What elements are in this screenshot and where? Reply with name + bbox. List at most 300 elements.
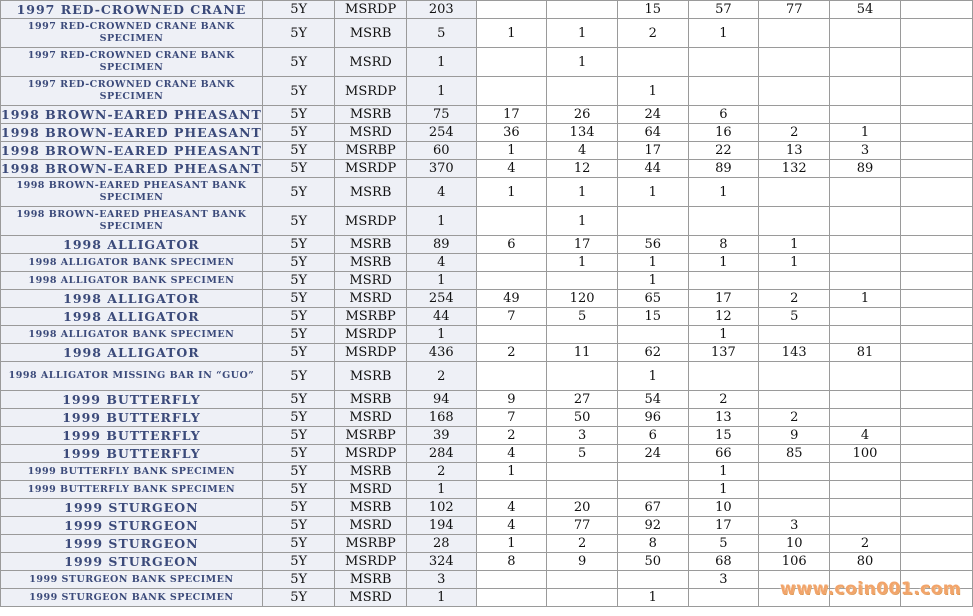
table-row	[1, 553, 973, 571]
count-cell	[547, 362, 618, 391]
issue-name-cell: 1997 RED-CROWNED CRANE	[1, 1, 263, 19]
empty-cell	[900, 391, 972, 409]
count-cell: 1	[476, 535, 547, 553]
count-cell: 1	[476, 178, 547, 207]
count-cell: 2	[688, 391, 759, 409]
issue-name-cell: 1998 ALLIGATOR MISSING BAR IN “GUO”	[1, 362, 263, 391]
empty-cell	[900, 427, 972, 445]
issue-name-cell: 1998 BROWN-EARED PHEASANT	[1, 125, 262, 140]
grade-cell: 5Y	[262, 344, 335, 362]
issue-name-cell: 1998 ALLIGATOR	[1, 236, 263, 254]
grade-cell: 5Y	[262, 124, 335, 142]
type-cell: MSRB	[335, 499, 406, 517]
type-cell: MSRD	[335, 481, 406, 499]
count-cell	[476, 272, 547, 290]
issue-name-cell: 1999 BUTTERFLY	[1, 409, 263, 427]
count-cell: 92	[617, 517, 688, 535]
total-cell: 28	[406, 535, 476, 553]
count-cell	[547, 481, 618, 499]
issue-name-cell: 1999 STURGEON	[1, 553, 263, 571]
count-cell: 62	[617, 344, 688, 362]
table-row	[1, 236, 973, 254]
count-cell	[759, 207, 830, 236]
grade-cell: 5Y	[262, 290, 335, 308]
type-cell: MSRDP	[335, 326, 406, 344]
issue-name-cell: 1999 BUTTERFLY BANK SPECIMEN	[1, 481, 263, 499]
count-cell: 1	[476, 142, 547, 160]
count-cell	[688, 48, 759, 77]
issue-name-cell: 1998 ALLIGATOR	[1, 308, 263, 326]
issue-name-cell: 1998 ALLIGATOR BANK SPECIMEN	[1, 254, 263, 272]
grade-cell: 5Y	[262, 207, 335, 236]
count-cell: 22	[688, 142, 759, 160]
empty-cell	[900, 326, 972, 344]
table-row	[1, 535, 973, 553]
table-row	[1, 499, 973, 517]
count-cell: 54	[830, 1, 901, 19]
count-cell: 12	[688, 308, 759, 326]
issue-name-cell: 1998 ALLIGATOR	[1, 344, 263, 362]
count-cell: 6	[617, 427, 688, 445]
grade-cell: 5Y	[262, 254, 335, 272]
count-cell	[830, 19, 901, 48]
count-cell	[830, 308, 901, 326]
count-cell: 106	[759, 553, 830, 571]
count-cell: 1	[547, 19, 618, 48]
count-cell: 2	[759, 124, 830, 142]
type-cell: MSRB	[335, 571, 406, 589]
count-cell: 3	[547, 427, 618, 445]
count-cell: 77	[759, 1, 830, 19]
count-cell	[617, 481, 688, 499]
count-cell	[830, 254, 901, 272]
grade-cell: 5Y	[262, 517, 335, 535]
total-cell: 1	[406, 207, 476, 236]
grade-cell: 5Y	[262, 589, 335, 607]
total-cell: 1	[406, 48, 476, 77]
empty-cell	[900, 124, 972, 142]
count-cell: 2	[759, 409, 830, 427]
count-cell: 2	[547, 535, 618, 553]
count-cell	[830, 409, 901, 427]
table-row	[1, 160, 973, 178]
count-cell: 85	[759, 445, 830, 463]
count-cell: 20	[547, 499, 618, 517]
issue-name-cell: 1999 BUTTERFLY	[1, 391, 263, 409]
count-cell: 137	[688, 344, 759, 362]
table-row	[1, 463, 973, 481]
count-cell: 17	[547, 236, 618, 254]
table-row	[1, 272, 973, 290]
count-cell: 4	[476, 517, 547, 535]
table-row	[1, 445, 973, 463]
count-cell: 13	[759, 142, 830, 160]
empty-cell	[900, 1, 972, 19]
type-cell: MSRD	[335, 409, 406, 427]
count-cell: 1	[547, 207, 618, 236]
empty-cell	[900, 48, 972, 77]
count-cell: 2	[476, 427, 547, 445]
count-cell: 7	[476, 409, 547, 427]
count-cell: 4	[830, 427, 901, 445]
count-cell: 2	[476, 344, 547, 362]
table-row	[1, 142, 973, 160]
empty-cell	[900, 19, 972, 48]
empty-cell	[900, 481, 972, 499]
count-cell: 9	[759, 427, 830, 445]
count-cell	[759, 178, 830, 207]
count-cell	[759, 499, 830, 517]
grade-cell: 5Y	[262, 106, 335, 124]
empty-cell	[900, 207, 972, 236]
empty-cell	[900, 409, 972, 427]
empty-cell	[900, 290, 972, 308]
count-cell: 6	[688, 106, 759, 124]
count-cell: 1	[617, 362, 688, 391]
issue-name-cell: 1999 STURGEON BANK SPECIMEN	[1, 589, 263, 607]
total-cell: 75	[406, 106, 476, 124]
count-cell: 89	[830, 160, 901, 178]
empty-cell	[900, 160, 972, 178]
total-cell: 4	[406, 178, 476, 207]
count-cell: 5	[688, 535, 759, 553]
count-cell	[759, 362, 830, 391]
grade-cell: 5Y	[262, 445, 335, 463]
count-cell	[830, 499, 901, 517]
total-cell: 5	[406, 19, 476, 48]
count-cell	[830, 106, 901, 124]
grade-cell: 5Y	[262, 236, 335, 254]
empty-cell	[900, 178, 972, 207]
count-cell	[688, 589, 759, 607]
count-cell	[476, 48, 547, 77]
empty-cell	[900, 499, 972, 517]
type-cell: MSRDP	[335, 160, 406, 178]
count-cell: 3	[830, 142, 901, 160]
count-cell	[547, 272, 618, 290]
grade-cell: 5Y	[262, 362, 335, 391]
type-cell: MSRDP	[335, 445, 406, 463]
total-cell: 194	[406, 517, 476, 535]
count-cell	[759, 326, 830, 344]
count-cell	[547, 1, 618, 19]
table-row	[1, 391, 973, 409]
count-cell: 17	[688, 290, 759, 308]
count-cell: 36	[476, 124, 547, 142]
count-cell: 1	[759, 254, 830, 272]
count-cell: 80	[830, 553, 901, 571]
count-cell: 81	[830, 344, 901, 362]
table-row	[1, 48, 973, 77]
count-cell	[759, 48, 830, 77]
count-cell: 4	[547, 142, 618, 160]
count-cell: 24	[617, 106, 688, 124]
empty-cell	[900, 142, 972, 160]
total-cell: 4	[406, 254, 476, 272]
count-cell	[688, 362, 759, 391]
type-cell: MSRBP	[335, 142, 406, 160]
issue-name-cell: 1998 BROWN-EARED PHEASANT BANK SPECIMEN	[1, 178, 263, 207]
grade-cell: 5Y	[262, 19, 335, 48]
type-cell: MSRD	[335, 272, 406, 290]
count-cell	[547, 326, 618, 344]
issue-name-cell: 1999 BUTTERFLY	[1, 445, 263, 463]
grade-cell: 5Y	[262, 1, 335, 19]
count-cell: 1	[617, 178, 688, 207]
total-cell: 203	[406, 1, 476, 19]
empty-cell	[900, 308, 972, 326]
count-cell: 50	[547, 409, 618, 427]
issue-name-cell: 1997 RED-CROWNED CRANE BANK SPECIMEN	[1, 19, 263, 48]
type-cell: MSRB	[335, 463, 406, 481]
count-cell: 50	[617, 553, 688, 571]
empty-cell	[900, 106, 972, 124]
count-cell	[830, 178, 901, 207]
table-row	[1, 254, 973, 272]
issue-name-cell: 1999 STURGEON BANK SPECIMEN	[1, 571, 263, 589]
type-cell: MSRB	[335, 254, 406, 272]
type-cell: MSRD	[335, 517, 406, 535]
type-cell: MSRB	[335, 362, 406, 391]
count-cell: 5	[759, 308, 830, 326]
count-cell: 57	[688, 1, 759, 19]
count-cell: 15	[688, 427, 759, 445]
grade-cell: 5Y	[262, 48, 335, 77]
count-cell: 8	[617, 535, 688, 553]
total-cell: 436	[406, 344, 476, 362]
grade-cell: 5Y	[262, 77, 335, 106]
type-cell: MSRB	[335, 106, 406, 124]
empty-cell	[900, 362, 972, 391]
empty-cell	[900, 535, 972, 553]
count-cell	[759, 106, 830, 124]
count-cell	[688, 77, 759, 106]
grade-cell: 5Y	[262, 178, 335, 207]
type-cell: MSRB	[335, 19, 406, 48]
count-cell: 96	[617, 409, 688, 427]
count-cell: 1	[688, 178, 759, 207]
count-cell: 134	[547, 124, 618, 142]
total-cell: 39	[406, 427, 476, 445]
type-cell: MSRBP	[335, 308, 406, 326]
type-cell: MSRDP	[335, 207, 406, 236]
total-cell: 284	[406, 445, 476, 463]
count-cell: 1	[688, 254, 759, 272]
count-cell: 26	[547, 106, 618, 124]
count-cell: 17	[617, 142, 688, 160]
count-cell: 1	[688, 326, 759, 344]
table-row	[1, 106, 973, 124]
count-cell: 15	[617, 308, 688, 326]
empty-cell	[900, 254, 972, 272]
issue-name-cell: 1999 STURGEON	[1, 535, 263, 553]
count-cell: 12	[547, 160, 618, 178]
type-cell: MSRD	[335, 48, 406, 77]
table-row	[1, 326, 973, 344]
issue-name-cell: 1999 STURGEON	[1, 517, 263, 535]
empty-cell	[900, 517, 972, 535]
type-cell: MSRBP	[335, 427, 406, 445]
count-cell: 120	[547, 290, 618, 308]
count-cell	[617, 207, 688, 236]
count-cell: 7	[476, 308, 547, 326]
count-cell	[476, 571, 547, 589]
grade-cell: 5Y	[262, 553, 335, 571]
count-cell: 1	[688, 463, 759, 481]
empty-cell	[900, 553, 972, 571]
count-cell	[476, 254, 547, 272]
count-cell: 1	[617, 589, 688, 607]
table-row	[1, 178, 973, 207]
count-cell	[830, 481, 901, 499]
issue-name-cell: 1999 BUTTERFLY	[1, 427, 263, 445]
issue-name-cell: 1999 STURGEON	[1, 499, 263, 517]
grade-cell: 5Y	[262, 142, 335, 160]
type-cell: MSRB	[335, 178, 406, 207]
count-cell	[476, 589, 547, 607]
count-cell: 143	[759, 344, 830, 362]
count-cell	[830, 362, 901, 391]
total-cell: 1	[406, 77, 476, 106]
count-cell	[617, 463, 688, 481]
count-cell: 2	[617, 19, 688, 48]
count-cell	[476, 481, 547, 499]
type-cell: MSRBP	[335, 535, 406, 553]
count-cell: 1	[476, 463, 547, 481]
count-cell	[476, 362, 547, 391]
issue-name-cell: 1997 RED-CROWNED CRANE BANK SPECIMEN	[1, 77, 263, 106]
grade-cell: 5Y	[262, 160, 335, 178]
table-row	[1, 409, 973, 427]
count-cell: 64	[617, 124, 688, 142]
count-cell	[759, 77, 830, 106]
total-cell: 94	[406, 391, 476, 409]
count-cell: 10	[759, 535, 830, 553]
issue-name-cell: 1998 ALLIGATOR	[1, 290, 263, 308]
count-cell	[476, 326, 547, 344]
count-cell	[830, 207, 901, 236]
count-cell	[830, 391, 901, 409]
issue-name-cell: 1998 BROWN-EARED PHEASANT	[1, 143, 262, 158]
count-cell	[617, 326, 688, 344]
count-cell	[476, 207, 547, 236]
count-cell	[830, 236, 901, 254]
count-cell	[759, 391, 830, 409]
grade-cell: 5Y	[262, 571, 335, 589]
total-cell: 254	[406, 124, 476, 142]
total-cell: 2	[406, 463, 476, 481]
count-cell: 66	[688, 445, 759, 463]
count-cell: 67	[617, 499, 688, 517]
count-cell	[688, 207, 759, 236]
count-cell: 16	[688, 124, 759, 142]
issue-name-cell: 1998 BROWN-EARED PHEASANT BANK SPECIMEN	[1, 207, 263, 236]
grade-cell: 5Y	[262, 272, 335, 290]
type-cell: MSRDP	[335, 344, 406, 362]
count-cell: 77	[547, 517, 618, 535]
count-cell: 100	[830, 445, 901, 463]
table-row	[1, 290, 973, 308]
count-cell: 1	[617, 77, 688, 106]
count-cell: 8	[688, 236, 759, 254]
count-cell: 54	[617, 391, 688, 409]
grade-cell: 5Y	[262, 463, 335, 481]
total-cell: 254	[406, 290, 476, 308]
count-cell	[547, 77, 618, 106]
table-row	[1, 481, 973, 499]
count-cell: 44	[617, 160, 688, 178]
table-row	[1, 308, 973, 326]
count-cell	[830, 272, 901, 290]
count-cell: 24	[617, 445, 688, 463]
issue-name-cell: 1998 ALLIGATOR BANK SPECIMEN	[1, 326, 263, 344]
total-cell: 89	[406, 236, 476, 254]
total-cell: 1	[406, 589, 476, 607]
count-cell: 17	[476, 106, 547, 124]
type-cell: MSRDP	[335, 553, 406, 571]
table-row	[1, 362, 973, 391]
type-cell: MSRB	[335, 236, 406, 254]
issue-name-cell: 1999 BUTTERFLY BANK SPECIMEN	[1, 463, 263, 481]
count-cell: 1	[830, 290, 901, 308]
count-cell	[830, 48, 901, 77]
type-cell: MSRDP	[335, 77, 406, 106]
count-cell	[759, 481, 830, 499]
issue-name-cell: 1997 RED-CROWNED CRANE BANK SPECIMEN	[1, 48, 263, 77]
count-cell	[830, 77, 901, 106]
total-cell: 1	[406, 481, 476, 499]
total-cell: 3	[406, 571, 476, 589]
grade-cell: 5Y	[262, 308, 335, 326]
grade-cell: 5Y	[262, 499, 335, 517]
count-cell: 4	[476, 160, 547, 178]
count-cell: 1	[547, 48, 618, 77]
total-cell: 324	[406, 553, 476, 571]
empty-cell	[900, 445, 972, 463]
count-cell: 27	[547, 391, 618, 409]
table-row	[1, 517, 973, 535]
count-cell: 1	[547, 178, 618, 207]
total-cell: 1	[406, 326, 476, 344]
issue-name-cell: 1998 BROWN-EARED PHEASANT	[1, 107, 262, 122]
grade-cell: 5Y	[262, 391, 335, 409]
count-cell: 1	[830, 124, 901, 142]
table-row	[1, 344, 973, 362]
count-cell: 4	[476, 499, 547, 517]
count-cell	[759, 272, 830, 290]
table-row	[1, 1, 973, 19]
count-cell: 17	[688, 517, 759, 535]
grade-cell: 5Y	[262, 535, 335, 553]
count-cell	[617, 48, 688, 77]
table-row	[1, 124, 973, 142]
count-cell: 65	[617, 290, 688, 308]
count-cell: 15	[617, 1, 688, 19]
count-cell: 13	[688, 409, 759, 427]
count-cell: 1	[617, 272, 688, 290]
count-cell	[759, 463, 830, 481]
empty-cell	[900, 272, 972, 290]
count-cell	[759, 19, 830, 48]
count-cell: 1	[759, 236, 830, 254]
count-cell: 11	[547, 344, 618, 362]
count-cell	[688, 272, 759, 290]
count-cell: 89	[688, 160, 759, 178]
count-cell: 1	[476, 19, 547, 48]
empty-cell	[900, 463, 972, 481]
total-cell: 1	[406, 272, 476, 290]
issue-name-cell: 1998 BROWN-EARED PHEASANT	[1, 161, 262, 176]
